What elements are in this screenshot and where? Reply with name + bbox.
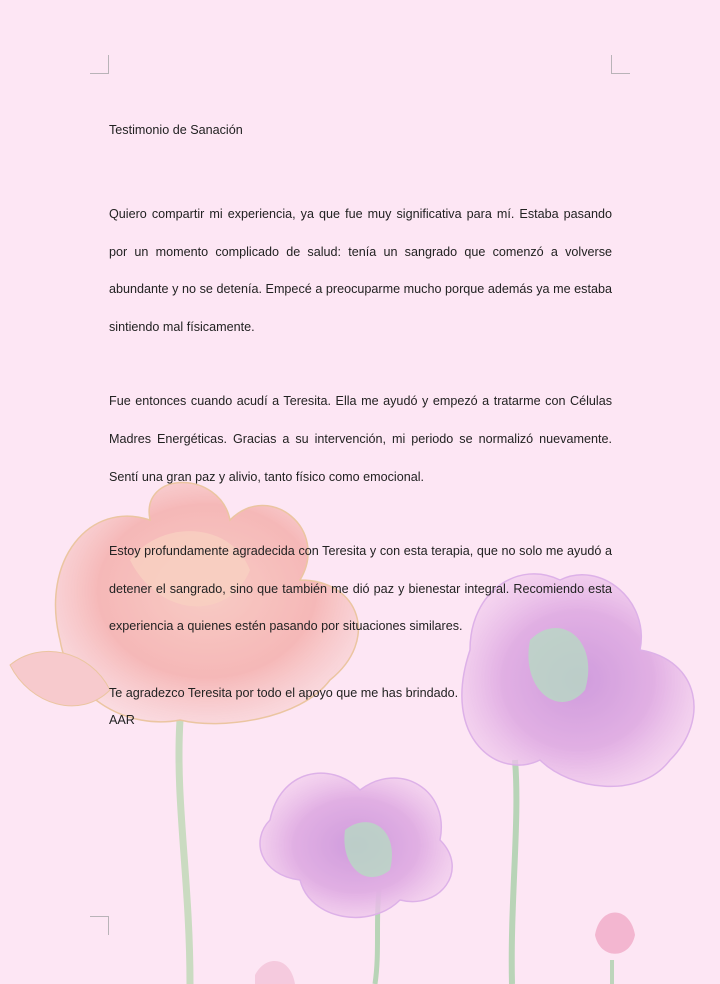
flower-bud-icon	[255, 961, 295, 984]
page-corner-mark	[90, 916, 109, 935]
paragraph: Estoy profundamente agradecida con Teresita y con esta terapia, que no solo me ayudó a detener el sangrado, sino que también me dió paz y bienestar integral. Recomiendo esta experiencia a quienes estén pasando por situaciones similares.	[109, 544, 612, 634]
violet-flower-icon	[260, 773, 452, 984]
signature: AAR	[109, 712, 135, 727]
paragraph: Fue entonces cuando acudí a Teresita. Ella me ayudó y empezó a tratarme con Células Madres Energéticas. Gracias a su intervención, mi periodo se normalizó nuevamente. Sentí una gran paz y alivio, tanto físico como emocional.	[109, 394, 612, 484]
document-title: Testimonio de Sanación	[109, 123, 243, 137]
page-corner-mark	[611, 55, 630, 74]
flower-bud-icon	[595, 913, 635, 984]
page-corner-mark	[90, 55, 109, 74]
closing-line: Te agradezco Teresita por todo el apoyo que me has brindado.	[109, 685, 459, 700]
document-body	[109, 120, 612, 730]
paragraph: Quiero compartir mi experiencia, ya que fue muy significativa para mí. Estaba pasando por un momento complicado de salud: tenía un sangrado que comenzó a volverse abundante y no se detenía. Empecé a preocuparme mucho porque además ya me estaba sintiendo mal físicamente.	[109, 207, 612, 334]
